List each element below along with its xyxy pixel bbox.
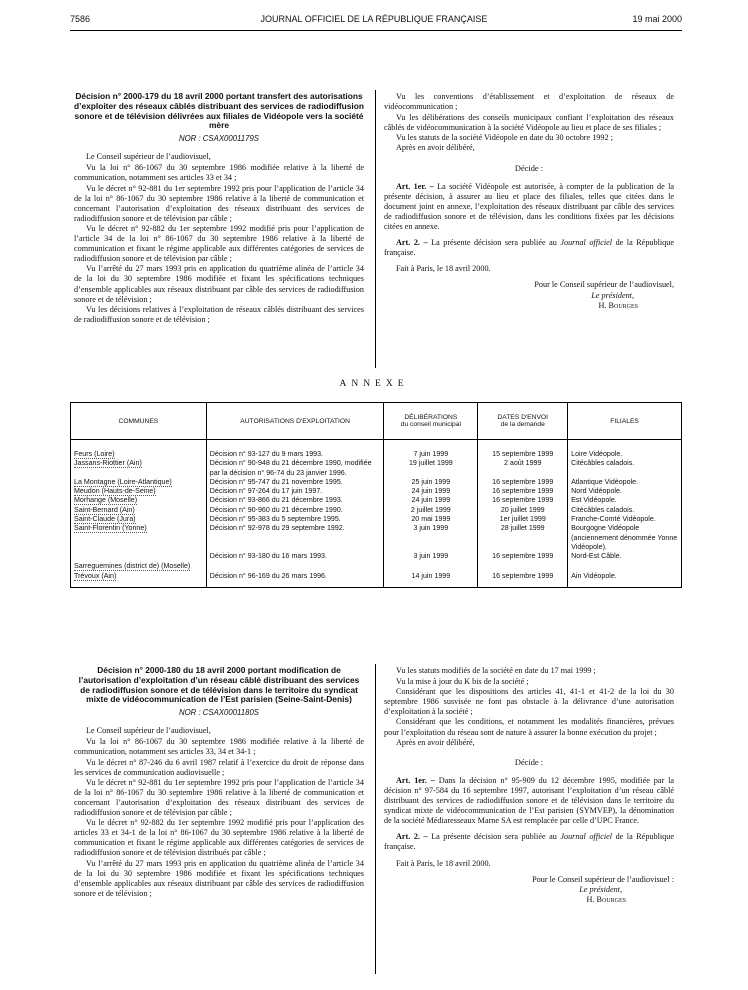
table-cell-autorisation: Décision n° 96-169 du 26 mars 1996.: [206, 572, 384, 588]
table-cell-envoi: 16 septembre 1999: [478, 572, 568, 588]
table-cell-commune: Sarreguemines (district de) (Moselle): [71, 552, 207, 571]
table-cell-deliberation: 20 mai 1999: [384, 515, 478, 524]
table-cell-autorisation: Décision n° 92-978 du 29 septembre 1992.: [206, 524, 384, 552]
table-cell-commune: Saint-Bernard (Ain): [71, 506, 207, 515]
decision2-visas-continued: [384, 666, 674, 748]
annexe-title: ANNEXE: [339, 379, 409, 389]
journal-title: JOURNAL OFFICIEL DE LA RÉPUBLIQUE FRANÇAISE: [260, 14, 488, 24]
annexe-body: [71, 440, 682, 588]
table-cell-autorisation: Décision n° 95-747 du 21 novembre 1995.: [206, 478, 384, 487]
decision2-article-1: Art. 1er. – Dans la décision n° 95-909 du 12 décembre 1995, modifiée par la décision n° 97-584 du 16 septembre 1997, autorisant l’exploitation d’un réseau câblé distribuant des services de radiodiffusion sonore et de télévision dans le territoire du syndicat mixte de vidéocommunication de l’Est parisien (SYMVEP), la dénomination de la société Médiaresseaux Marne SA est remplacée par celle d’UPC France.: [384, 775, 674, 826]
column-header: DATES D'ENVOI de la demande: [478, 403, 568, 440]
table-cell-envoi: 20 juillet 1999: [478, 506, 568, 515]
signature-for: Pour le Conseil supérieur de l’audiovisuel :: [532, 874, 674, 884]
paragraph: Vu les statuts de la société Vidéopole en date du 30 octobre 1992 ;: [396, 133, 613, 143]
table-cell-filiale: Nord-Est Câble.: [568, 552, 682, 571]
table-cell-commune: Jassans-Riottier (Ain): [71, 459, 207, 478]
table-cell-deliberation: 24 juin 1999: [384, 487, 478, 496]
table-cell-commune: Trévoux (Ain): [71, 572, 207, 588]
table-cell-envoi: 16 septembre 1999: [478, 487, 568, 496]
table-cell-autorisation: Décision n° 93-866 du 21 décembre 1993.: [206, 496, 384, 505]
paragraph: Après en avoir délibéré,: [396, 143, 475, 153]
table-row: [71, 496, 682, 505]
table-cell-autorisation: Décision n° 95-383 du 5 septembre 1995.: [206, 515, 384, 524]
table-cell-commune: Saint-Claude (Jura): [71, 515, 207, 524]
table-cell-filiale: Ain Vidéopole.: [568, 572, 682, 588]
table-cell-envoi: 28 juillet 1999: [478, 524, 568, 552]
decision1-done: Fait à Paris, le 18 avril 2000.: [396, 264, 491, 274]
decision1-decide: Décide :: [514, 163, 544, 173]
table-cell-deliberation: 3 juin 1999: [384, 524, 478, 552]
table-cell-commune: Saint-Florentin (Yonne): [71, 524, 207, 552]
table-cell-filiale: Est Vidéopole.: [568, 496, 682, 505]
decision1-title: Décision n° 2000-179 du 18 avril 2000 portant transfert des autorisations d’exploiter des réseaux câblés distribuant des services de radiodiffusion sonore et de télévision délivrées aux filiales de Vidéopole vers la société mère: [74, 91, 364, 131]
table-cell-envoi: 2 août 1999: [478, 459, 568, 478]
table-cell-deliberation: 24 juin 1999: [384, 496, 478, 505]
decision2-done: Fait à Paris, le 18 avril 2000.: [396, 858, 491, 868]
column-divider-2: [375, 664, 376, 974]
decision2-decide: Décide :: [514, 757, 544, 767]
table-row: [71, 515, 682, 524]
table-row: [71, 552, 682, 571]
paragraph: Vu la mise à jour du K bis de la société ;: [396, 677, 529, 687]
paragraph: Vu les conventions d’établissement et d’exploitation de réseaux de vidéocommunication ;: [384, 92, 674, 112]
table-row: [71, 572, 682, 588]
table-cell-commune: Meudon (Hauts-de-Seine): [71, 487, 207, 496]
decision2-signature: [384, 875, 674, 905]
table-cell-autorisation: Décision n° 90-960 du 21 décembre 1990.: [206, 506, 384, 515]
paragraph: Vu le décret n° 92-882 du 1er septembre 1992 modifié pris pour l’application des articles 33 et 34-1 de la loi n° 86-1067 du 30 septembre 1986 relative à la liberté de communication et fixant le régime applicable aux différentes catégories de services de radiodiffusion sonore et de télévision distribués par câble ;: [74, 818, 364, 858]
paragraph: Vu l’arrêté du 27 mars 1993 pris en application du quatrième alinéa de l’article 34 de la loi du 30 septembre 1986 modifiée et fixant les spécifications techniques d’ensemble applicables aux réseaux distribuant par câble des services de radiodiffusion sonore et de télévision ;: [74, 264, 364, 304]
table-cell-autorisation: Décision n° 93-180 du 16 mars 1993.: [206, 552, 384, 571]
annexe-table: [70, 402, 682, 588]
table-row: [71, 478, 682, 487]
table-cell-envoi: 16 septembre 1999: [478, 496, 568, 505]
table-cell-filiale: Bourgogne Vidéopole (anciennement dénommée Yonne Vidéopole).: [568, 524, 682, 552]
paragraph: Vu l’arrêté du 27 mars 1993 pris en application du quatrième alinéa de l’article 34 de la loi du 30 septembre 1986 modifiée et fixant les spécifications techniques d’ensemble applicables aux réseaux distribuant par câble des services de radiodiffusion sonore et de télévision ;: [74, 858, 364, 898]
table-cell-commune: La Montagne (Loire-Atlantique): [71, 478, 207, 487]
table-cell-autorisation: Décision n° 97-264 du 17 juin 1997.: [206, 487, 384, 496]
signature-for: Pour le Conseil supérieur de l’audiovisuel,: [534, 280, 674, 290]
column-header: COMMUNES: [71, 403, 207, 440]
table-cell-filiale: Citécâbles caladois.: [568, 459, 682, 478]
paragraph: Vu les décisions relatives à l’exploitation de réseaux câblés distribuant des services de radiodiffusion sonore et de télévision ;: [74, 304, 364, 324]
paragraph: Le Conseil supérieur de l’audiovisuel,: [86, 152, 211, 162]
column-header: DÉLIBÉRATIONS du conseil municipal: [384, 403, 478, 440]
table-cell-filiale: Citécâbles caladois.: [568, 506, 682, 515]
table-row: [71, 459, 682, 478]
decision1-visas-continued: [384, 92, 674, 154]
signature-name: H. Bourges: [586, 894, 626, 904]
signature-role: Le président,: [579, 884, 622, 894]
paragraph: Après en avoir délibéré,: [396, 737, 475, 747]
page-number: 7586: [70, 14, 91, 24]
column-header: AUTORISATIONS D'EXPLOITATION: [206, 403, 384, 440]
annexe-header-row: [71, 403, 682, 440]
issue-date: 19 mai 2000: [632, 14, 682, 24]
table-cell-filiale: Atlantique Vidéopole.: [568, 478, 682, 487]
paragraph: Le Conseil supérieur de l’audiovisuel,: [86, 726, 211, 736]
decision2-title: Décision n° 2000-180 du 18 avril 2000 portant modification de l’autorisation d’exploitation d’un réseau câblé distribuant des services de radiodiffusion sonore et de télévision dans le territoire du syndicat mixte de vidéocommunication de l’Est parisien (Seine-Saint-Denis): [78, 665, 360, 705]
decision1-nor: NOR : CSAX0001179S: [178, 134, 260, 144]
decision2-article-2: Art. 2. – La présente décision sera publiée au Journal officiel de la République française.: [384, 832, 674, 852]
decision1-right-column: [384, 92, 674, 311]
signature-name: H. Bourges: [598, 300, 638, 310]
table-cell-autorisation: Décision n° 90-948 du 21 décembre 1990, modifiée par la décision n° 96-74 du 23 janvier 1996.: [206, 459, 384, 478]
table-cell-envoi: 15 septembre 1999: [478, 440, 568, 460]
decision1-article-2: Art. 2. – La présente décision sera publiée au Journal officiel de la République française.: [384, 238, 674, 258]
decision2-left-column: [74, 666, 364, 899]
table-row: [71, 524, 682, 552]
table-cell-filiale: Nord Vidéopole.: [568, 487, 682, 496]
paragraph: Considérant que les dispositions des articles 41, 41-1 et 41-2 de la loi du 30 septembre 1986 susvisée ne font pas obstacle à la délivrance d’une autorisation d’exploitation à la société ;: [384, 687, 674, 717]
decision1-article-1: Art. 1er. – La société Vidéopole est autorisée, à compter de la publication de la présente décision, à assurer au lieu et place des filiales, telles que citées dans le document joint en annexe, l’exploitation des réseaux distribuant par câble des services de radiodiffusion sonore et de télévision, dans les conditions fixées par les décisions citées en annexe.: [384, 181, 674, 232]
paragraph: Vu le décret n° 92-881 du 1er septembre 1992 pris pour l’application de l’article 34 de la loi n° 86-1067 du 30 septembre 1986 relative à la liberté de communication et concernant l’autorisation d’exploitation des réseaux distribuant des services de radiodiffusion sonore et de télévision par câble ;: [74, 777, 364, 818]
table-cell-deliberation: 2 juillet 1999: [384, 506, 478, 515]
table-cell-envoi: 16 septembre 1999: [478, 478, 568, 487]
header-rule: [70, 30, 682, 31]
table-row: [71, 487, 682, 496]
decision2-right-column: [384, 666, 674, 905]
signature-role: Le président,: [591, 290, 634, 300]
decision2-nor: NOR : CSAX0001180S: [178, 708, 260, 718]
paragraph: Vu le décret n° 92-882 du 1er septembre 1992 modifié pris pour l’application de l’article 34 de la loi n° 86-1067 du 30 septembre 1986 relative à la liberté de communication et fixant le régime applicable aux différentes catégories de services de radiodiffusion sonore et de télévision par câble ;: [74, 223, 364, 264]
table-cell-deliberation: 19 juillet 1999: [384, 459, 478, 478]
table-cell-autorisation: Décision n° 93-127 du 9 mars 1993.: [206, 440, 384, 460]
paragraph: Vu le décret n° 92-881 du 1er septembre 1992 pris pour l’application de l’article 34 de la loi n° 86-1067 du 30 septembre 1986 relative à la liberté de communication et concernant l’autorisation d’exploitation des réseaux distribuant des services de radiodiffusion sonore et de télévision par câble ;: [74, 183, 364, 223]
decision1-left-column: [74, 92, 364, 325]
table-cell-envoi: 16 septembre 1999: [478, 552, 568, 571]
paragraph: Vu la loi n° 86-1067 du 30 septembre 1986 modifiée relative à la liberté de communication, notamment ses articles 33, 34 et 34-1 ;: [74, 737, 364, 757]
paragraph: Considérant que les conditions, et notamment les modalités financières, prévues pour l’exploitation du réseau sont de nature à assurer la bonne exécution du projet ;: [384, 717, 674, 737]
table-cell-deliberation: 25 juin 1999: [384, 478, 478, 487]
paragraph: Vu les délibérations des conseils municipaux confiant l’exploitation des réseaux câblés de vidéocommunication à la société Vidéopole au lieu et place de ses filiales ;: [384, 113, 674, 133]
table-row: [71, 440, 682, 460]
paragraph: Vu les statuts modifiés de la société en date du 17 mai 1999 ;: [396, 666, 596, 675]
table-cell-filiale: Franche-Comté Vidéopole.: [568, 515, 682, 524]
decision2-visas: [74, 726, 364, 899]
table-cell-filiale: Loire Vidéopole.: [568, 440, 682, 460]
table-cell-envoi: 1er juillet 1999: [478, 515, 568, 524]
paragraph: Vu le décret n° 87-246 du 6 avril 1987 relatif à l’exercice du droit de réponse dans les services de communication audiovisuelle ;: [74, 757, 364, 777]
table-cell-commune: Feurs (Loire): [71, 440, 207, 460]
table-cell-deliberation: 7 juin 1999: [384, 440, 478, 460]
table-row: [71, 506, 682, 515]
annexe-table-wrap: [70, 402, 682, 588]
table-cell-commune: Morhange (Moselle): [71, 496, 207, 505]
table-cell-deliberation: 3 juin 1999: [384, 552, 478, 571]
column-header: FILIALES: [568, 403, 682, 440]
table-cell-deliberation: 14 juin 1999: [384, 572, 478, 588]
decision1-visas: [74, 152, 364, 325]
column-divider: [375, 90, 376, 368]
paragraph: Vu la loi n° 86-1067 du 30 septembre 1986 modifiée relative à la liberté de communication, notamment ses articles 33 et 34 ;: [74, 163, 364, 183]
decision1-signature: [384, 280, 674, 310]
